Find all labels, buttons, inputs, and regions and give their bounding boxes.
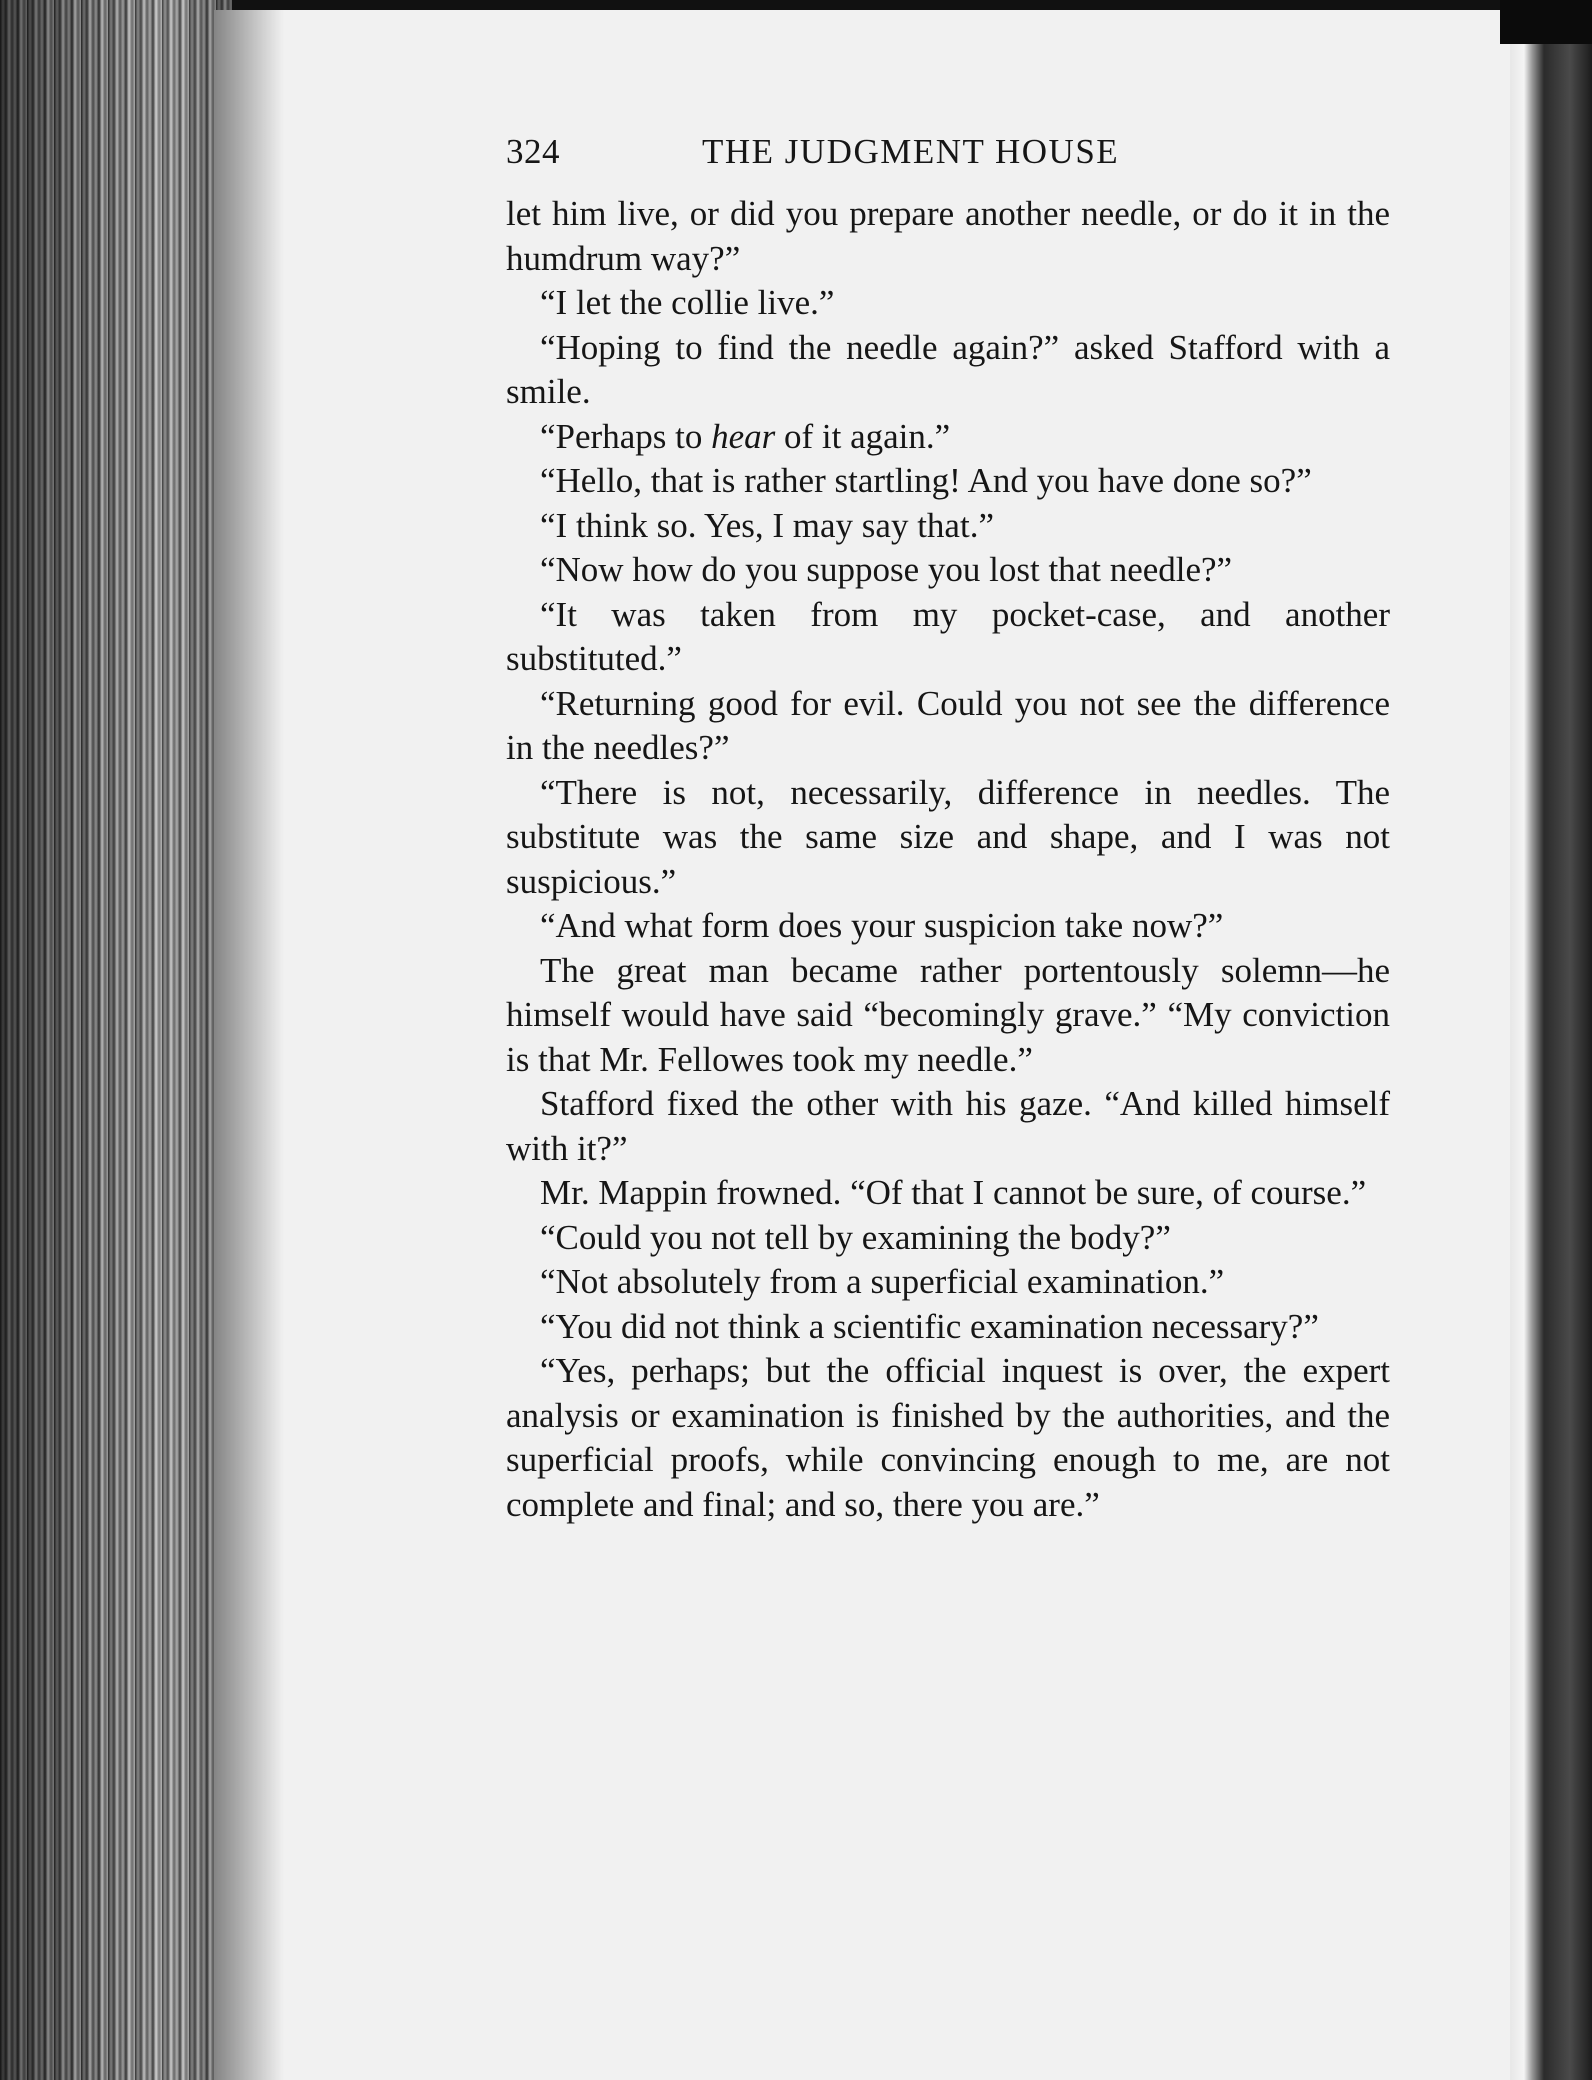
paragraph-text: of it again.” [775, 416, 951, 456]
running-head [506, 130, 1390, 192]
paragraph: “Hoping to find the needle again?” asked Stafford with a smile. [506, 327, 1390, 411]
paragraph: “Hello, that is rather startling! And you have done so?” [540, 461, 1312, 500]
book-title: THE JUDGMENT HOUSE [702, 132, 1120, 171]
paragraph: Stafford fixed the other with his gaze. “And killed himself with it?” [506, 1084, 1390, 1168]
paragraph: “And what form does your suspicion take now?” [540, 906, 1224, 945]
gutter-shadow [214, 10, 284, 2080]
page-text-block [506, 130, 1390, 1527]
paragraph: let him live, or did you prepare another needle, or do it in the humdrum way?” [506, 194, 1390, 278]
page-edges-shading [0, 0, 232, 2080]
italic-word: hear [711, 416, 776, 456]
paragraph: “Yes, perhaps; but the official inquest is over, the expert analysis or examination is finished by the authorities, and the superficial proofs, while convincing enough to me, are not complete and final; and so, there you are.” [506, 1351, 1390, 1524]
page-number: 324 [506, 132, 560, 171]
paragraph [506, 415, 1390, 460]
paragraph: “Now how do you suppose you lost that needle?” [540, 550, 1233, 589]
paragraph: “Not absolutely from a superficial examination.” [540, 1262, 1225, 1301]
paragraph: Mr. Mappin frowned. “Of that I cannot be sure, of course.” [540, 1173, 1367, 1212]
scan-corner [1500, 0, 1592, 44]
paragraph: “It was taken from my pocket-case, and another substituted.” [506, 594, 1390, 678]
paragraph: “Returning good for evil. Could you not see the difference in the needles?” [506, 683, 1390, 767]
paragraph: “I think so. Yes, I may say that.” [540, 505, 994, 545]
paragraph: The great man became rather portentously solemn—he himself would have said “becomingly grave.” “My conviction is that Mr. Fellowes took my needle.” [506, 950, 1390, 1079]
paragraph: “You did not think a scientific examination necessary?” [540, 1306, 1319, 1346]
paragraph: “There is not, necessarily, difference in needles. The substitute was the same size and shape, and I was not suspicious.” [506, 772, 1390, 901]
paragraph: “I let the collie live.” [540, 283, 835, 322]
paragraph: “Could you not tell by examining the body?” [540, 1217, 1171, 1257]
paragraph-text: “Perhaps to [540, 416, 712, 456]
facing-page-edge [1510, 30, 1592, 2080]
